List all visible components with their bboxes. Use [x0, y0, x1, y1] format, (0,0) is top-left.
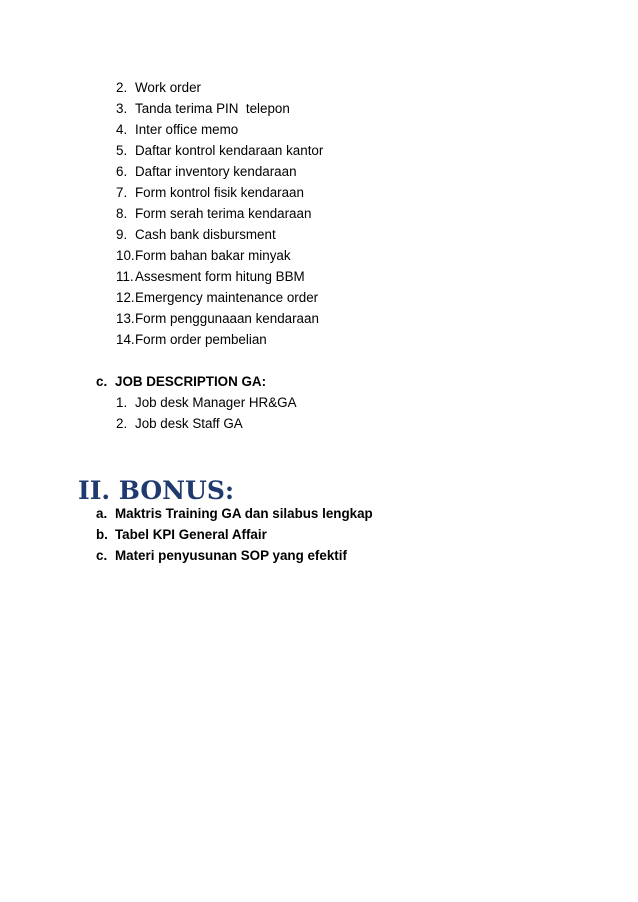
list-item-text: Inter office memo: [135, 122, 239, 137]
list-item-number: 9.: [116, 227, 128, 242]
list-item-number: 6.: [116, 164, 128, 179]
list-item: [0, 266, 638, 287]
list-item: [0, 203, 638, 224]
list-item-letter: c.: [96, 548, 108, 563]
list-item: [0, 98, 638, 119]
list-item-text: Job desk Staff GA: [135, 416, 243, 431]
list-item-text: Materi penyusunan SOP yang efektif: [115, 548, 347, 563]
list-item-text: Maktris Training GA dan silabus lengkap: [115, 506, 373, 521]
list-item: [0, 224, 638, 245]
list-item: [0, 77, 638, 98]
list-item-number: 11.: [116, 269, 134, 284]
list-item-number: 1.: [116, 395, 128, 410]
list-item-text: Assesment form hitung BBM: [135, 269, 305, 284]
list-item-text: Form bahan bakar minyak: [135, 248, 291, 263]
list-item-text: Form order pembelian: [135, 332, 267, 347]
list-item: [0, 503, 638, 524]
list-item: [0, 140, 638, 161]
list-item-number: 3.: [116, 101, 128, 116]
list-item: [0, 524, 638, 545]
list-item-letter: b.: [96, 527, 108, 542]
list-item-number: 2.: [116, 416, 128, 431]
list-item-text: Form penggunaaan kendaraan: [135, 311, 319, 326]
list-item-text: Cash bank disbursment: [135, 227, 276, 242]
job-description-list: [0, 392, 638, 434]
list-item: [0, 245, 638, 266]
list-item: [0, 287, 638, 308]
list-item-number: 13.: [116, 311, 135, 326]
job-description-heading: [0, 371, 638, 392]
form-list: [0, 77, 638, 350]
list-item: [0, 119, 638, 140]
section-title: JOB DESCRIPTION GA:: [115, 374, 267, 389]
list-item: [0, 413, 638, 434]
list-item-text: Daftar kontrol kendaraan kantor: [135, 143, 324, 158]
list-item-number: 7.: [116, 185, 128, 200]
list-item-text: Work order: [135, 80, 201, 95]
list-item-text: Form kontrol fisik kendaraan: [135, 185, 304, 200]
list-item: [0, 308, 638, 329]
list-item: [0, 545, 638, 566]
list-item-text: Daftar inventory kendaraan: [135, 164, 297, 179]
list-item-number: 2.: [116, 80, 128, 95]
list-item-number: 4.: [116, 122, 128, 137]
list-item: [0, 329, 638, 350]
list-item-text: Tabel KPI General Affair: [115, 527, 267, 542]
list-item-text: Tanda terima PIN telepon: [135, 101, 290, 116]
list-item-text: Form serah terima kendaraan: [135, 206, 312, 221]
list-item-text: Job desk Manager HR&GA: [135, 395, 297, 410]
list-item-number: 8.: [116, 206, 128, 221]
list-item: [0, 392, 638, 413]
list-item-number: 12.: [116, 290, 135, 305]
list-item-number: 14.: [116, 332, 135, 347]
list-item: [0, 161, 638, 182]
list-item-number: 10.: [116, 248, 135, 263]
section-letter: c.: [96, 374, 108, 389]
bonus-heading: II. BONUS:: [78, 476, 235, 505]
bonus-list: [0, 503, 638, 566]
list-item-number: 5.: [116, 143, 128, 158]
list-item-letter: a.: [96, 506, 108, 521]
list-item: [0, 182, 638, 203]
list-item-text: Emergency maintenance order: [135, 290, 319, 305]
